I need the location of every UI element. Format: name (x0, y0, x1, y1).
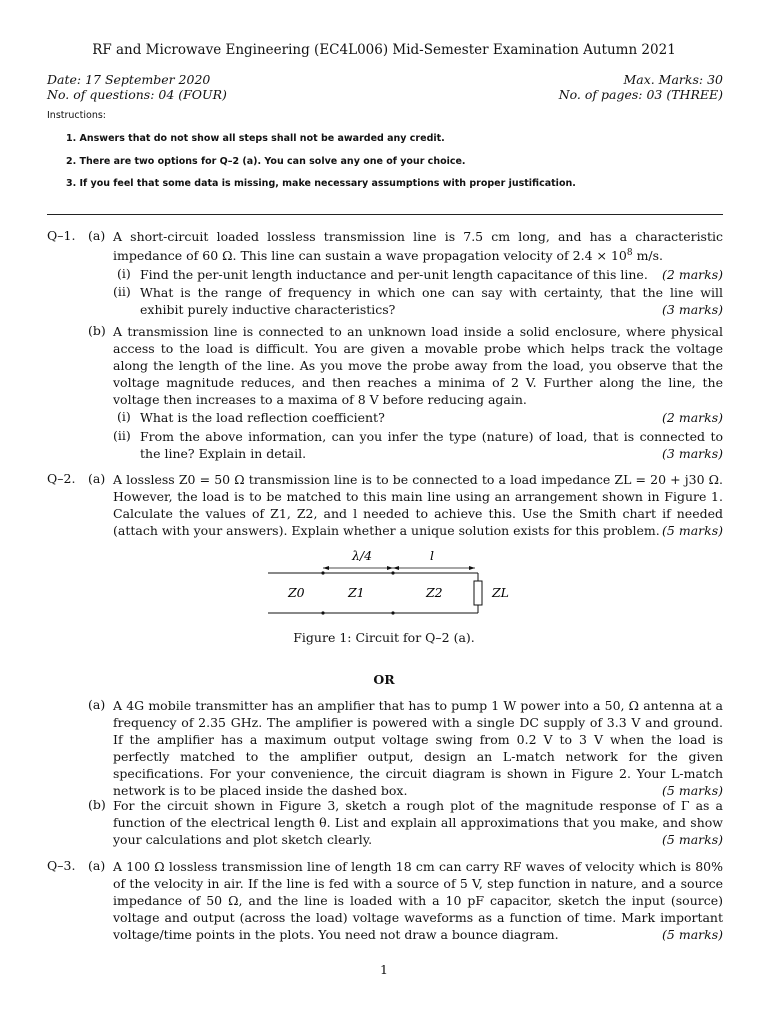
q1aii-text: What is the range of frequency in which one can say with certainty, that the line will exhibit purely inductive characteristics? (3 marks) (140, 285, 723, 317)
exam-title: RF and Microwave Engineering (EC4L006) Mid-Semester Examination Autumn 2021 (92, 42, 676, 58)
part-label: (a) (88, 697, 106, 712)
or-separator: OR (373, 672, 395, 687)
junction-dot (321, 571, 324, 574)
subpart-label: (i) (117, 409, 131, 424)
z1-label: Z1 (348, 585, 365, 600)
junction-dot (391, 571, 394, 574)
instruction-item: 2. There are two options for Q–2 (a). You can solve any one of your choice. (66, 156, 466, 167)
num-questions: No. of questions: 04 (FOUR) (47, 87, 227, 102)
dim-l-label: l (430, 548, 434, 563)
subpart-label: (i) (117, 266, 131, 281)
meta-row-2 (47, 87, 723, 102)
q1a-text: A short-circuit loaded lossless transmission line is 7.5 cm long, and has a characteristic impedance of 60 Ω. This line can sustain a wave propagation velocity of $2.4 \times 10^8$ m/s. (113, 229, 723, 263)
part-label: (a) (88, 858, 106, 873)
z0-label: Z0 (288, 585, 305, 600)
q2a-text: A lossless Z0 = 50 Ω transmission line is to be connected to a load impedance ZL = 20 + j30 Ω. However, the load is to be matched to this main line using an arrangement shown in Figure 1. Calculate the values of Z1, Z2, and l needed to achieve this. Use the Smith chart if needed (attach with your answers). Explain whether a unique solution exists for this problem. (5 marks) (113, 472, 723, 538)
q2b-text: For the circuit shown in Figure 3, sketch a rough plot of the magnitude response of Γ as a function of the electrical length θ. List and explain all approximations that you make, and show your calculations and plot sketch clearly. (5 marks) (113, 798, 723, 847)
page-number: 1 (380, 962, 388, 977)
question-label: Q–1. (47, 228, 76, 243)
divider (47, 214, 723, 215)
part-label: (b) (88, 797, 106, 812)
question-label: Q–3. (47, 858, 76, 873)
instruction-item: 3. If you feel that some data is missing, make necessary assumptions with proper justification. (66, 178, 576, 189)
exam-date: Date: 17 September 2020 (47, 72, 211, 87)
meta-row-1 (47, 72, 723, 87)
subpart-label: (ii) (113, 284, 131, 299)
question-label: Q–2. (47, 471, 76, 486)
q1bii-text: From the above information, can you infer the type (nature) of load, that is connected to the line? Explain in detail. (3 marks) (140, 429, 723, 461)
arrowhead-icon (387, 566, 393, 570)
dim-quarter-label: λ/4 (352, 548, 373, 563)
q2a-alt-text: A 4G mobile transmitter has an amplifier that has to pump 1 W power into a 50, Ω antenna at a frequency of 2.35 GHz. The amplifier is powered with a single DC supply of 3.3 V and ground. If the amplifier has a maximum output voltage swing from 0.2 V to 3 V when the load is perfectly matched to the amplifier output, design an L-match network for the given specifications. For your convenience, the circuit diagram is shown in Figure 2. Your L-match network is to be placed inside the dashed box. (5 marks) (113, 698, 723, 798)
q1bi-text: (2 marks) What is the load reflection coefficient? (140, 410, 723, 425)
zl-label: ZL (492, 585, 509, 600)
arrowhead-icon (393, 566, 399, 570)
junction-dot (391, 611, 394, 614)
instruction-item: 1. Answers that do not show all steps shall not be awarded any credit. (66, 133, 445, 144)
figure-caption: Figure 1: Circuit for Q–2 (a). (293, 630, 475, 645)
part-label: (a) (88, 228, 106, 243)
subpart-label: (ii) (113, 428, 131, 443)
max-marks: Max. Marks: 30 (623, 72, 723, 87)
circuit-figure (250, 545, 520, 625)
num-pages: No. of pages: 03 (THREE) (558, 87, 723, 102)
part-label: (b) (88, 323, 106, 338)
q1b-text: A transmission line is connected to an unknown load inside a solid enclosure, where physical access to the load is difficult. You are given a movable probe which helps track the voltage along the length of the line. As you move the probe away from the load, you observe that the voltage magnitude reduces, and then reaches a minima of 2 V. Further along the line, the voltage then increases to a maxima of 8 V before reducing again. (113, 324, 723, 407)
z2-label: Z2 (426, 585, 443, 600)
q1ai-text: (2 marks) Find the per-unit length inductance and per-unit length capacitance of this line. (140, 267, 723, 282)
arrowhead-icon (323, 566, 329, 570)
load-resistor-icon (474, 581, 482, 605)
instructions-heading: Instructions: (47, 110, 106, 121)
arrowhead-icon (469, 566, 475, 570)
q3a-text: A 100 Ω lossless transmission line of length 18 cm can carry RF waves of velocity which is 80% of the velocity in air. If the line is fed with a source of 5 V, step function in nature, and a source impedance of 50 Ω, and the line is loaded with a 10 pF capacitor, sketch the input (source) voltage and output (across the load) voltage waveforms as a function of time. Mark important voltage/time points in the plots. You need not draw a bounce diagram. (5 marks) (113, 859, 723, 942)
part-label: (a) (88, 471, 106, 486)
junction-dot (321, 611, 324, 614)
